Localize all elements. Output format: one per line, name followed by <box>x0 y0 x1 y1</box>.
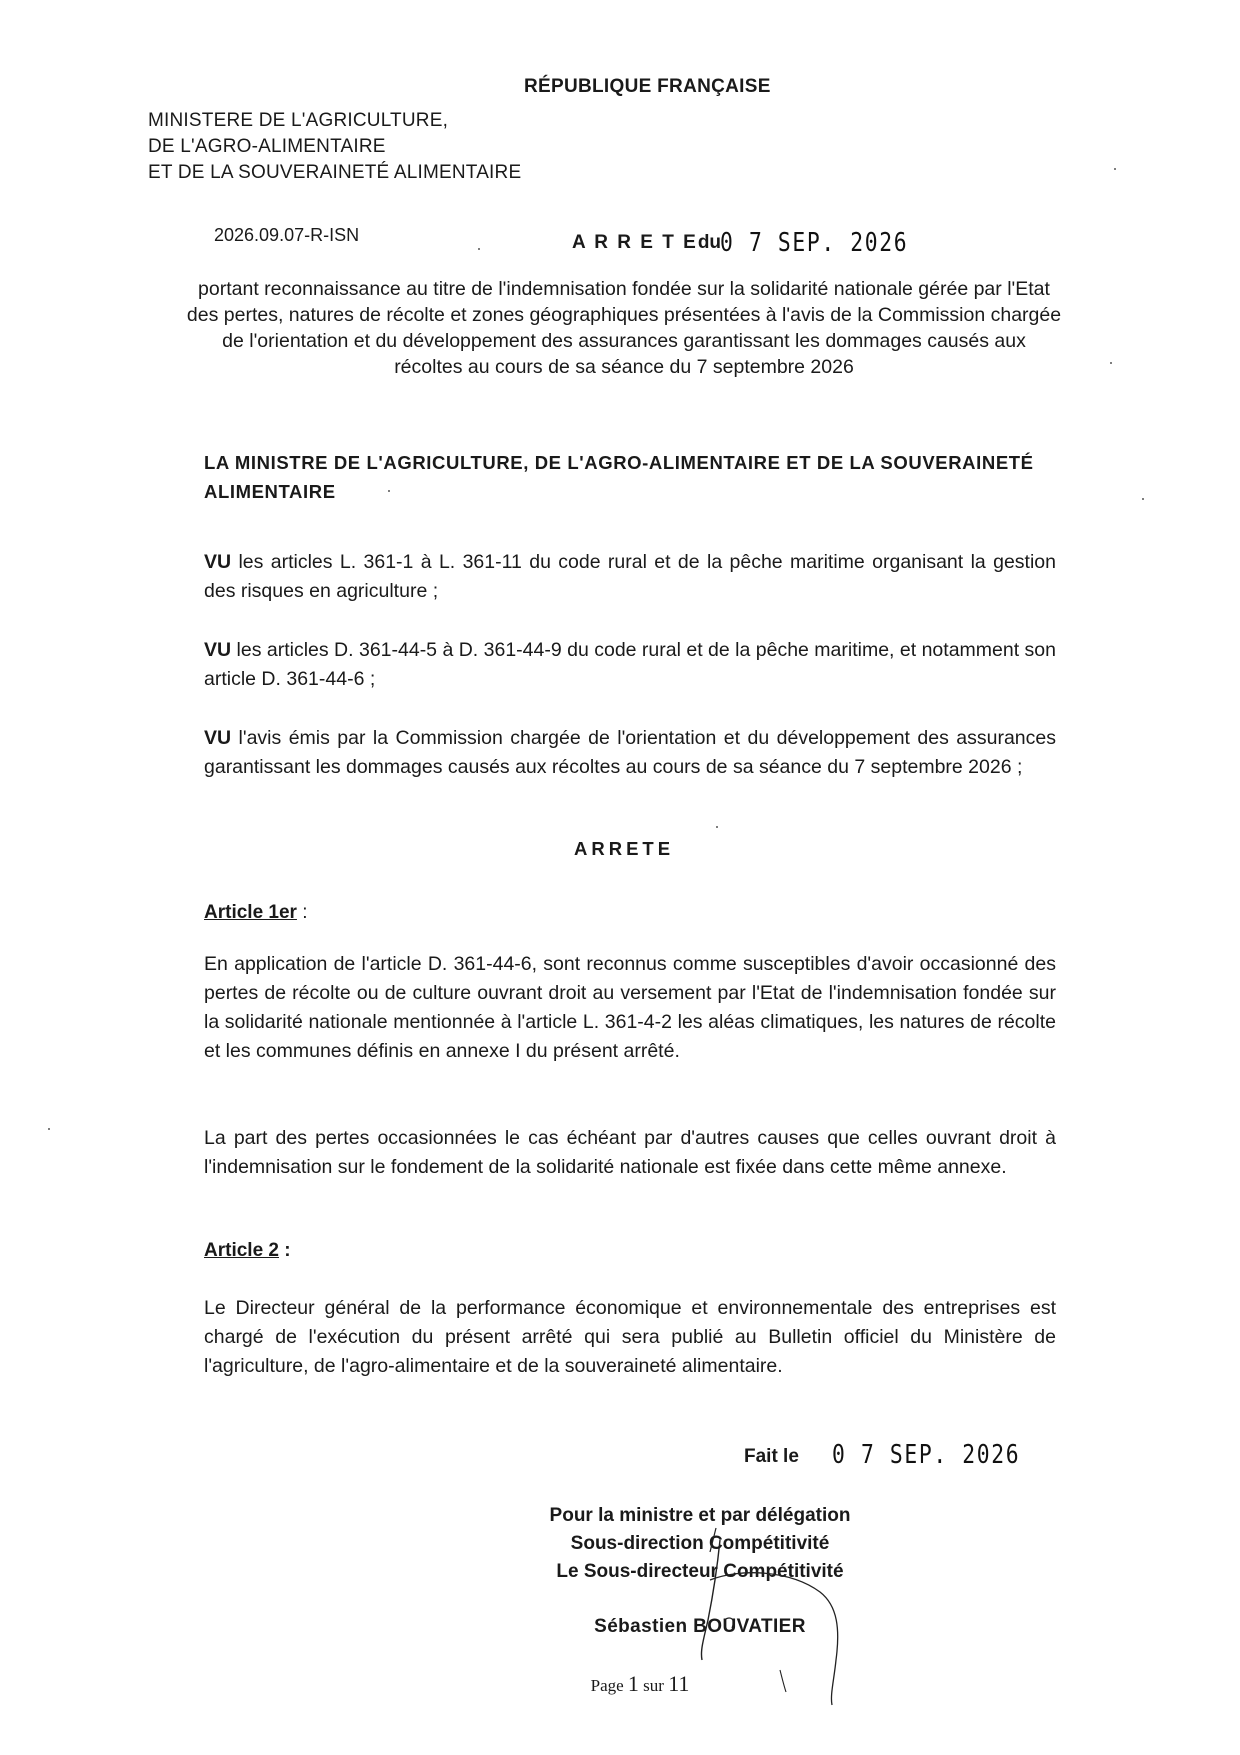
subtitle-line: portant reconnaissance au titre de l'indemnisation fondée sur la solidarité nationale gérée par l'Etat <box>198 278 1050 300</box>
article-1-heading <box>204 902 308 924</box>
page-number: 1 <box>627 1671 639 1696</box>
article-1-colon: : <box>296 902 308 923</box>
visa-text: l'avis émis par la Commission chargée de l'orientation et du développement des assurances garantissant les dommages causés aux récoltes au cours de sa séance du 7 septembre 2026 ; <box>204 727 1056 778</box>
subtitle-line: des pertes, natures de récolte et zones géographiques présentées à l'avis de la Commission chargée <box>186 304 1062 326</box>
visa-text: les articles L. 361-1 à L. 361-11 du code rural et de la pêche maritime organisant la gestion des risques en agriculture ; <box>204 551 1056 602</box>
du-label: du <box>697 232 722 253</box>
delegation-line: Le Sous-directeur Compétitivité <box>556 1561 844 1582</box>
delegation-line: Sous-direction Compétitivité <box>570 1533 830 1554</box>
visa-prefix: VU <box>204 639 232 661</box>
article-2-colon: : <box>278 1240 291 1261</box>
ministry-line: MINISTERE DE L'AGRICULTURE, <box>148 110 449 131</box>
visa-text: les articles D. 361-44-5 à D. 361-44-9 du code rural et de la pêche maritime, et notamment son article D. 361-44-6 ; <box>204 639 1056 690</box>
page-total: 11 <box>668 1671 690 1696</box>
scan-speck <box>1110 362 1112 364</box>
arrete-label: A R R E T E <box>572 232 698 253</box>
scan-speck <box>478 248 480 250</box>
article-1-paragraph-2: La part des pertes occasionnées le cas échéant par d'autres causes que celles ouvrant droit à l'indemnisation sur le fondement de la solidarité nationale est fixée dans cette même annexe. <box>204 1127 1056 1178</box>
article-2-heading <box>204 1240 291 1262</box>
ministry-name <box>148 108 521 186</box>
republic-heading: RÉPUBLIQUE FRANÇAISE <box>524 76 771 97</box>
page-of-label: sur <box>643 1676 664 1695</box>
scan-speck <box>388 490 390 492</box>
scan-speck <box>716 826 718 828</box>
scan-speck <box>1114 168 1116 170</box>
visa-paragraph <box>204 548 1056 606</box>
visa-paragraph <box>204 636 1056 694</box>
article-1-paragraph-1: En application de l'article D. 361-44-6, sont reconnus comme susceptibles d'avoir occasionné des pertes de récolte ou de culture ouvrant droit au versement par l'Etat de l'indemnisation fondée sur la solidarité nationale mentionnée à l'article L. 361-4-2 les aléas climatiques, les natures de récolte et les communes définis en annexe I du présent arrêté. <box>204 953 1056 1062</box>
subtitle-line: récoltes au cours de sa séance du 7 septembre 2026 <box>394 356 854 378</box>
scan-speck <box>48 1128 50 1130</box>
article-2-paragraph: Le Directeur général de la performance économique et environnementale des entreprises est chargé de l'exécution du présent arrêté qui sera publié au Bulletin officiel du Ministère de l'agriculture, de l'agro-alimentaire et de la souveraineté alimentaire. <box>204 1297 1056 1377</box>
delegation-line: Pour la ministre et par délégation <box>549 1505 851 1526</box>
date-stamp-top: 0 7 SEP. 2026 <box>720 228 909 258</box>
scan-speck <box>1142 498 1144 500</box>
visa-prefix: VU <box>204 551 232 573</box>
ministry-line: ET DE LA SOUVERAINETÉ ALIMENTAIRE <box>148 162 522 183</box>
subtitle-line: de l'orientation et du développement des assurances garantissant les dommages causés aux <box>222 330 1026 352</box>
ministry-line: DE L'AGRO-ALIMENTAIRE <box>148 136 386 157</box>
page-indicator <box>540 1671 740 1697</box>
arrete-heading <box>572 232 721 254</box>
visa-paragraph <box>204 724 1056 782</box>
arrete-decision-heading: ARRETE <box>574 838 675 859</box>
date-stamp-bottom: 0 7 SEP. 2026 <box>832 1440 1021 1470</box>
arrete-subtitle <box>140 276 1108 380</box>
minister-title: LA MINISTRE DE L'AGRICULTURE, DE L'AGRO-ALIMENTAIRE ET DE LA SOUVERAINETÉ ALIMENTAIRE <box>204 452 1034 502</box>
visa-prefix: VU <box>204 727 232 749</box>
signer-name: Sébastien BOUVATIER <box>594 1616 806 1637</box>
article-1-title: Article 1er <box>204 902 297 923</box>
article-2-title: Article 2 <box>204 1240 279 1261</box>
fait-le-label: Fait le <box>744 1446 799 1467</box>
page-label: Page <box>590 1676 624 1695</box>
document-reference: 2026.09.07-R-ISN <box>214 225 360 245</box>
